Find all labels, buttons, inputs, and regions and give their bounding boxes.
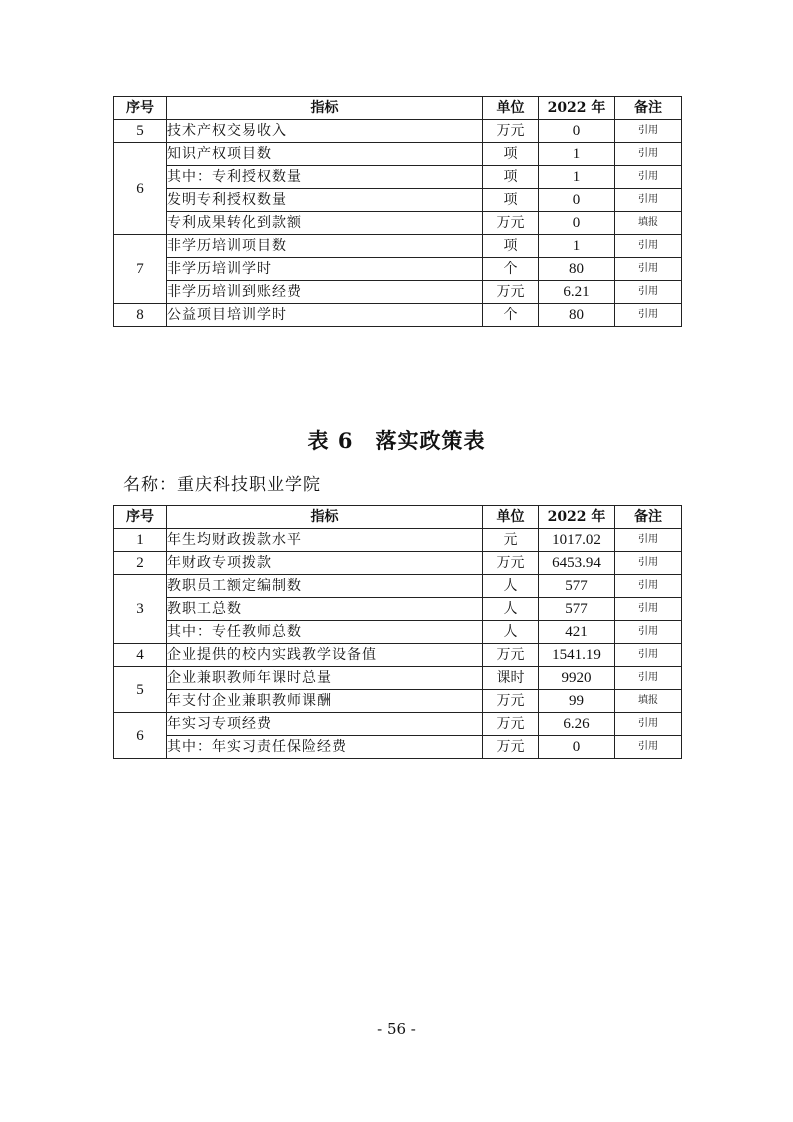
note-cell: 引用 — [615, 258, 682, 281]
seq-cell: 5 — [114, 120, 167, 143]
indicator-cell: 企业兼职教师年课时总量 — [167, 667, 483, 690]
table-row — [114, 120, 682, 143]
unit-cell: 万元 — [483, 690, 539, 713]
table-row — [114, 258, 682, 281]
note-cell: 填报 — [615, 212, 682, 235]
value-cell: 0 — [539, 120, 615, 143]
unit-cell: 课时 — [483, 667, 539, 690]
note-cell: 填报 — [615, 690, 682, 713]
value-cell: 577 — [539, 575, 615, 598]
note-cell: 引用 — [615, 143, 682, 166]
header-indicator: 指标 — [167, 506, 483, 529]
indicator-cell: 非学历培训到账经费 — [167, 281, 483, 304]
unit-cell: 个 — [483, 304, 539, 327]
value-cell: 6453.94 — [539, 552, 615, 575]
seq-cell: 6 — [114, 713, 167, 759]
table-row — [114, 212, 682, 235]
header-indicator: 指标 — [167, 97, 483, 120]
indicator-cell: 其中：专利授权数量 — [167, 166, 483, 189]
indicator-cell: 专利成果转化到款额 — [167, 212, 483, 235]
indicator-cell: 知识产权项目数 — [167, 143, 483, 166]
value-cell: 99 — [539, 690, 615, 713]
unit-cell: 项 — [483, 235, 539, 258]
table-row — [114, 166, 682, 189]
value-cell: 1017.02 — [539, 529, 615, 552]
indicator-cell: 教职工总数 — [167, 598, 483, 621]
note-cell: 引用 — [615, 281, 682, 304]
note-cell: 引用 — [615, 166, 682, 189]
seq-cell: 6 — [114, 143, 167, 235]
seq-cell: 5 — [114, 667, 167, 713]
table-row — [114, 529, 682, 552]
unit-cell: 万元 — [483, 736, 539, 759]
table-row — [114, 667, 682, 690]
unit-cell: 万元 — [483, 120, 539, 143]
indicator-cell: 年支付企业兼职教师课酬 — [167, 690, 483, 713]
header-seq: 序号 — [114, 506, 167, 529]
header-note: 备注 — [615, 506, 682, 529]
unit-cell: 元 — [483, 529, 539, 552]
unit-cell: 人 — [483, 598, 539, 621]
value-cell: 6.26 — [539, 713, 615, 736]
indicator-cell: 非学历培训项目数 — [167, 235, 483, 258]
table-row — [114, 713, 682, 736]
indicator-cell: 公益项目培训学时 — [167, 304, 483, 327]
indicator-cell: 非学历培训学时 — [167, 258, 483, 281]
note-cell: 引用 — [615, 529, 682, 552]
value-cell: 9920 — [539, 667, 615, 690]
note-cell: 引用 — [615, 189, 682, 212]
value-cell: 80 — [539, 304, 615, 327]
value-cell: 1 — [539, 166, 615, 189]
note-cell: 引用 — [615, 575, 682, 598]
indicator-cell: 教职员工额定编制数 — [167, 575, 483, 598]
unit-cell: 万元 — [483, 552, 539, 575]
unit-cell: 万元 — [483, 644, 539, 667]
note-cell: 引用 — [615, 621, 682, 644]
header-unit: 单位 — [483, 97, 539, 120]
note-cell: 引用 — [615, 713, 682, 736]
value-cell: 0 — [539, 736, 615, 759]
value-cell: 80 — [539, 258, 615, 281]
unit-cell: 项 — [483, 166, 539, 189]
table-row — [114, 736, 682, 759]
note-cell: 引用 — [615, 644, 682, 667]
table-header-row — [114, 97, 682, 120]
table-row — [114, 235, 682, 258]
table-row — [114, 621, 682, 644]
institution-name: 名称：重庆科技职业学院 — [123, 475, 321, 495]
note-cell: 引用 — [615, 552, 682, 575]
table-row — [114, 552, 682, 575]
indicator-cell: 年财政专项拨款 — [167, 552, 483, 575]
indicator-cell: 年生均财政拨款水平 — [167, 529, 483, 552]
seq-cell: 3 — [114, 575, 167, 644]
table-row — [114, 575, 682, 598]
table-header-row — [114, 506, 682, 529]
table-row — [114, 644, 682, 667]
seq-cell: 4 — [114, 644, 167, 667]
header-unit: 单位 — [483, 506, 539, 529]
seq-cell: 1 — [114, 529, 167, 552]
value-cell: 0 — [539, 189, 615, 212]
indicator-cell: 年实习专项经费 — [167, 713, 483, 736]
note-cell: 引用 — [615, 120, 682, 143]
unit-cell: 项 — [483, 143, 539, 166]
table-row — [114, 690, 682, 713]
note-cell: 引用 — [615, 235, 682, 258]
value-cell: 577 — [539, 598, 615, 621]
indicator-cell: 企业提供的校内实践教学设备值 — [167, 644, 483, 667]
note-cell: 引用 — [615, 598, 682, 621]
value-cell: 1 — [539, 235, 615, 258]
note-cell: 引用 — [615, 667, 682, 690]
header-note: 备注 — [615, 97, 682, 120]
note-cell: 引用 — [615, 736, 682, 759]
table-row — [114, 143, 682, 166]
policy-table — [113, 505, 682, 759]
indicator-cell: 其中：年实习责任保险经费 — [167, 736, 483, 759]
unit-cell: 个 — [483, 258, 539, 281]
table-row — [114, 281, 682, 304]
unit-cell: 人 — [483, 575, 539, 598]
note-cell: 引用 — [615, 304, 682, 327]
table-row — [114, 189, 682, 212]
page-number: - 56 - — [377, 1020, 416, 1038]
header-seq: 序号 — [114, 97, 167, 120]
header-year: 2022 年 — [539, 506, 615, 529]
value-cell: 0 — [539, 212, 615, 235]
value-cell: 421 — [539, 621, 615, 644]
table-title: 表 6 落实政策表 — [307, 428, 486, 453]
value-cell: 1541.19 — [539, 644, 615, 667]
unit-cell: 项 — [483, 189, 539, 212]
indicator-cell: 技术产权交易收入 — [167, 120, 483, 143]
seq-cell: 7 — [114, 235, 167, 304]
indicator-cell: 发明专利授权数量 — [167, 189, 483, 212]
unit-cell: 人 — [483, 621, 539, 644]
seq-cell: 8 — [114, 304, 167, 327]
indicator-cell: 其中：专任教师总数 — [167, 621, 483, 644]
value-cell: 6.21 — [539, 281, 615, 304]
unit-cell: 万元 — [483, 212, 539, 235]
header-year: 2022 年 — [539, 97, 615, 120]
table-row — [114, 304, 682, 327]
unit-cell: 万元 — [483, 281, 539, 304]
seq-cell: 2 — [114, 552, 167, 575]
table-row — [114, 598, 682, 621]
value-cell: 1 — [539, 143, 615, 166]
unit-cell: 万元 — [483, 713, 539, 736]
indicator-table-continued — [113, 96, 682, 327]
